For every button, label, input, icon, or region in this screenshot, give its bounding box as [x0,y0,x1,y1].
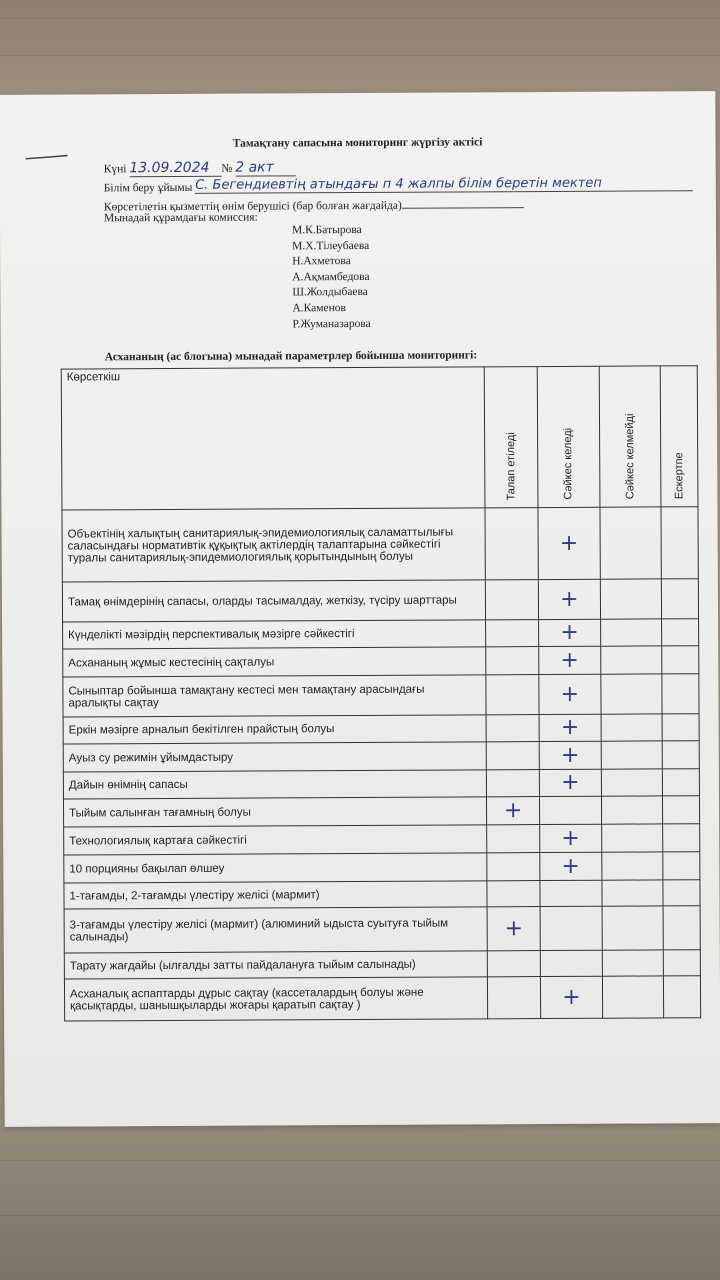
row-indicator: Асханалық аспаптарды дұрыс сақтау (кассеталардың болуы және қасықтарды, шанышқыларды жоғары қаратып сақтау ) [64,977,487,1021]
mark-required: + [487,907,540,951]
row-indicator: Тыйым салынған тағамның болуы [63,797,486,827]
table-row [64,950,700,979]
provider-line [104,195,524,213]
mark-note [662,714,699,741]
table-row [63,714,699,744]
row-indicator: Сыныптар бойынша тамақтану кестесі мен тамақтану арасындағы аралықты сақтау [63,675,486,717]
table-row [64,976,700,1021]
table-row [63,674,699,717]
mark-noncompliant [602,950,663,976]
row-indicator: Күнделікті мәзірдің перспективалық мәзірге сәйкестігі [63,620,486,649]
member: А.Ақмамбедова [292,270,370,284]
member: Ш.Жолдыбаева [292,286,368,299]
mark-noncompliant [601,769,662,796]
provider-blank [402,195,524,209]
mark-compliant: + [538,507,600,579]
mark-note [661,579,698,619]
mark-compliant [540,906,602,950]
table-row [64,880,700,909]
member: М.Х.Тілеубаева [292,239,370,252]
act-number: 2 акт [235,159,295,176]
mark-note [663,976,700,1018]
mark-note [662,769,699,796]
member: М.К.Батырова [291,223,362,237]
row-indicator: 3-тағамды үлестіру желісі (мармит) (алюминий ыдыста суытуға тыйым салынады) [64,907,487,953]
mark-compliant: + [539,646,600,674]
mark-noncompliant [599,507,661,579]
mark-noncompliant [601,741,662,769]
school-value: С. Бегендиевтің атындағы п 4 жалпы білім беретін мектеп [195,175,693,194]
table-header-row [61,366,698,510]
member: Н.Ахметова [292,255,351,268]
mark-required [486,742,539,770]
mark-compliant [540,796,601,824]
mark-required [487,951,540,977]
mark-noncompliant [601,714,662,741]
header-indicator: Көрсеткіш [61,367,485,510]
mark-required [486,715,539,742]
row-indicator: Технологиялық картаға сәйкестігі [64,825,487,855]
table-row [63,741,699,772]
member: Р.Жуманазарова [292,317,371,330]
header-required: Талап етіледі [484,367,538,508]
mark-required [487,977,540,1019]
table-row [63,619,699,649]
row-indicator: Еркін мәзірге арналып бекітілген прайстың болуы [63,715,486,744]
mark-compliant: + [539,741,600,769]
table-subtitle: Асхананың (ас блогына) мынадай параметрлер бойынша мониторингі: [104,349,478,364]
mark-required [485,580,538,620]
row-indicator: Тарату жағдайы (ылғалды затты пайдалануға тыйым салынады) [64,951,487,979]
mark-compliant [540,880,601,906]
mark-compliant: + [539,579,600,619]
row-indicator: 1-тағамды, 2-тағамды үлестіру желісі (мармит) [64,881,487,909]
mark-noncompliant [602,906,664,950]
mark-noncompliant [602,976,664,1018]
table-row [62,507,698,582]
row-indicator: Объектінің халықтың санитариялық-эпидемиологиялық саламаттылығы саласындағы нормативтік құқықтық актілердің талаптарына сәйкестігі туралы санитариялық-эпидемиологиялық қорытындының болуы [62,508,485,582]
table-row [63,769,699,799]
row-indicator: 10 порцияны бақылап өлшеу [64,853,487,883]
mark-noncompliant [600,646,661,674]
mark-note [663,880,700,906]
header-noncompliant: Сәйкес келмейді [599,366,661,507]
mark-noncompliant [600,674,661,714]
school-label: Білім беру ұйымы [103,181,193,195]
date-value: 13.09.2024 [129,160,221,177]
mark-noncompliant [600,579,661,619]
row-indicator: Тамақ өнімдерінің сапасы, оларды тасымалдау, жеткізу, түсіру шарттары [62,580,485,622]
mark-required: + [486,797,539,825]
mark-noncompliant [600,619,661,646]
mark-compliant: + [539,674,600,714]
header-compliant: Сәйкес келеді [537,366,599,507]
mark-noncompliant [601,824,662,852]
mark-required [485,508,539,580]
header-note: Ескертпе [660,366,698,507]
mark-noncompliant [601,796,662,824]
mark-note [661,507,699,579]
table-row [63,796,699,827]
member: А.Каменов [292,302,346,315]
date-line [104,159,296,177]
mark-note [663,950,700,976]
mark-compliant: + [541,976,603,1018]
mark-note [662,741,699,769]
table-row [64,852,700,883]
mark-required [486,770,539,797]
table-row [63,646,699,677]
document-page [0,91,720,1127]
table-row [62,579,698,622]
mark-required [487,881,540,907]
mark-compliant: + [540,769,601,796]
mark-compliant: + [540,852,601,880]
mark-note [661,646,698,674]
mark-noncompliant [601,880,662,906]
mark-noncompliant [601,852,662,880]
date-label: Күні [103,163,127,176]
mark-note [663,852,700,880]
monitoring-table [61,365,701,1021]
mark-compliant: + [540,824,601,852]
mark-required [486,647,539,675]
row-indicator: Дайын өнімнің сапасы [63,770,486,799]
provider-label: Көрсетілетін қызметтің өнім берушісі (бар болған жағдайда) [103,199,402,214]
mark-required [487,825,540,853]
mark-required [486,675,539,715]
number-label: № [221,162,233,175]
document-title: Тамақтану сапасына мониторинг жүргізу актісі [232,136,483,150]
mark-compliant: + [539,619,600,646]
mark-compliant: + [539,714,600,741]
mark-note [661,619,698,646]
school-line [104,175,693,194]
commission-label: Мынадай құрамдағы комиссия: [103,211,258,225]
mark-required [487,853,540,881]
table-row [64,906,700,953]
commission-members [292,223,371,333]
pen-mark-icon [25,155,69,161]
mark-note [662,674,699,714]
mark-note [662,824,699,852]
mark-compliant [541,950,602,976]
mark-note [663,906,700,950]
row-indicator: Ауыз су режимін ұйымдастыру [63,742,486,772]
table-row [64,824,700,855]
row-indicator: Асхананың жұмыс кестесінің сақталуы [63,647,486,677]
mark-note [662,796,699,824]
mark-required [486,620,539,647]
